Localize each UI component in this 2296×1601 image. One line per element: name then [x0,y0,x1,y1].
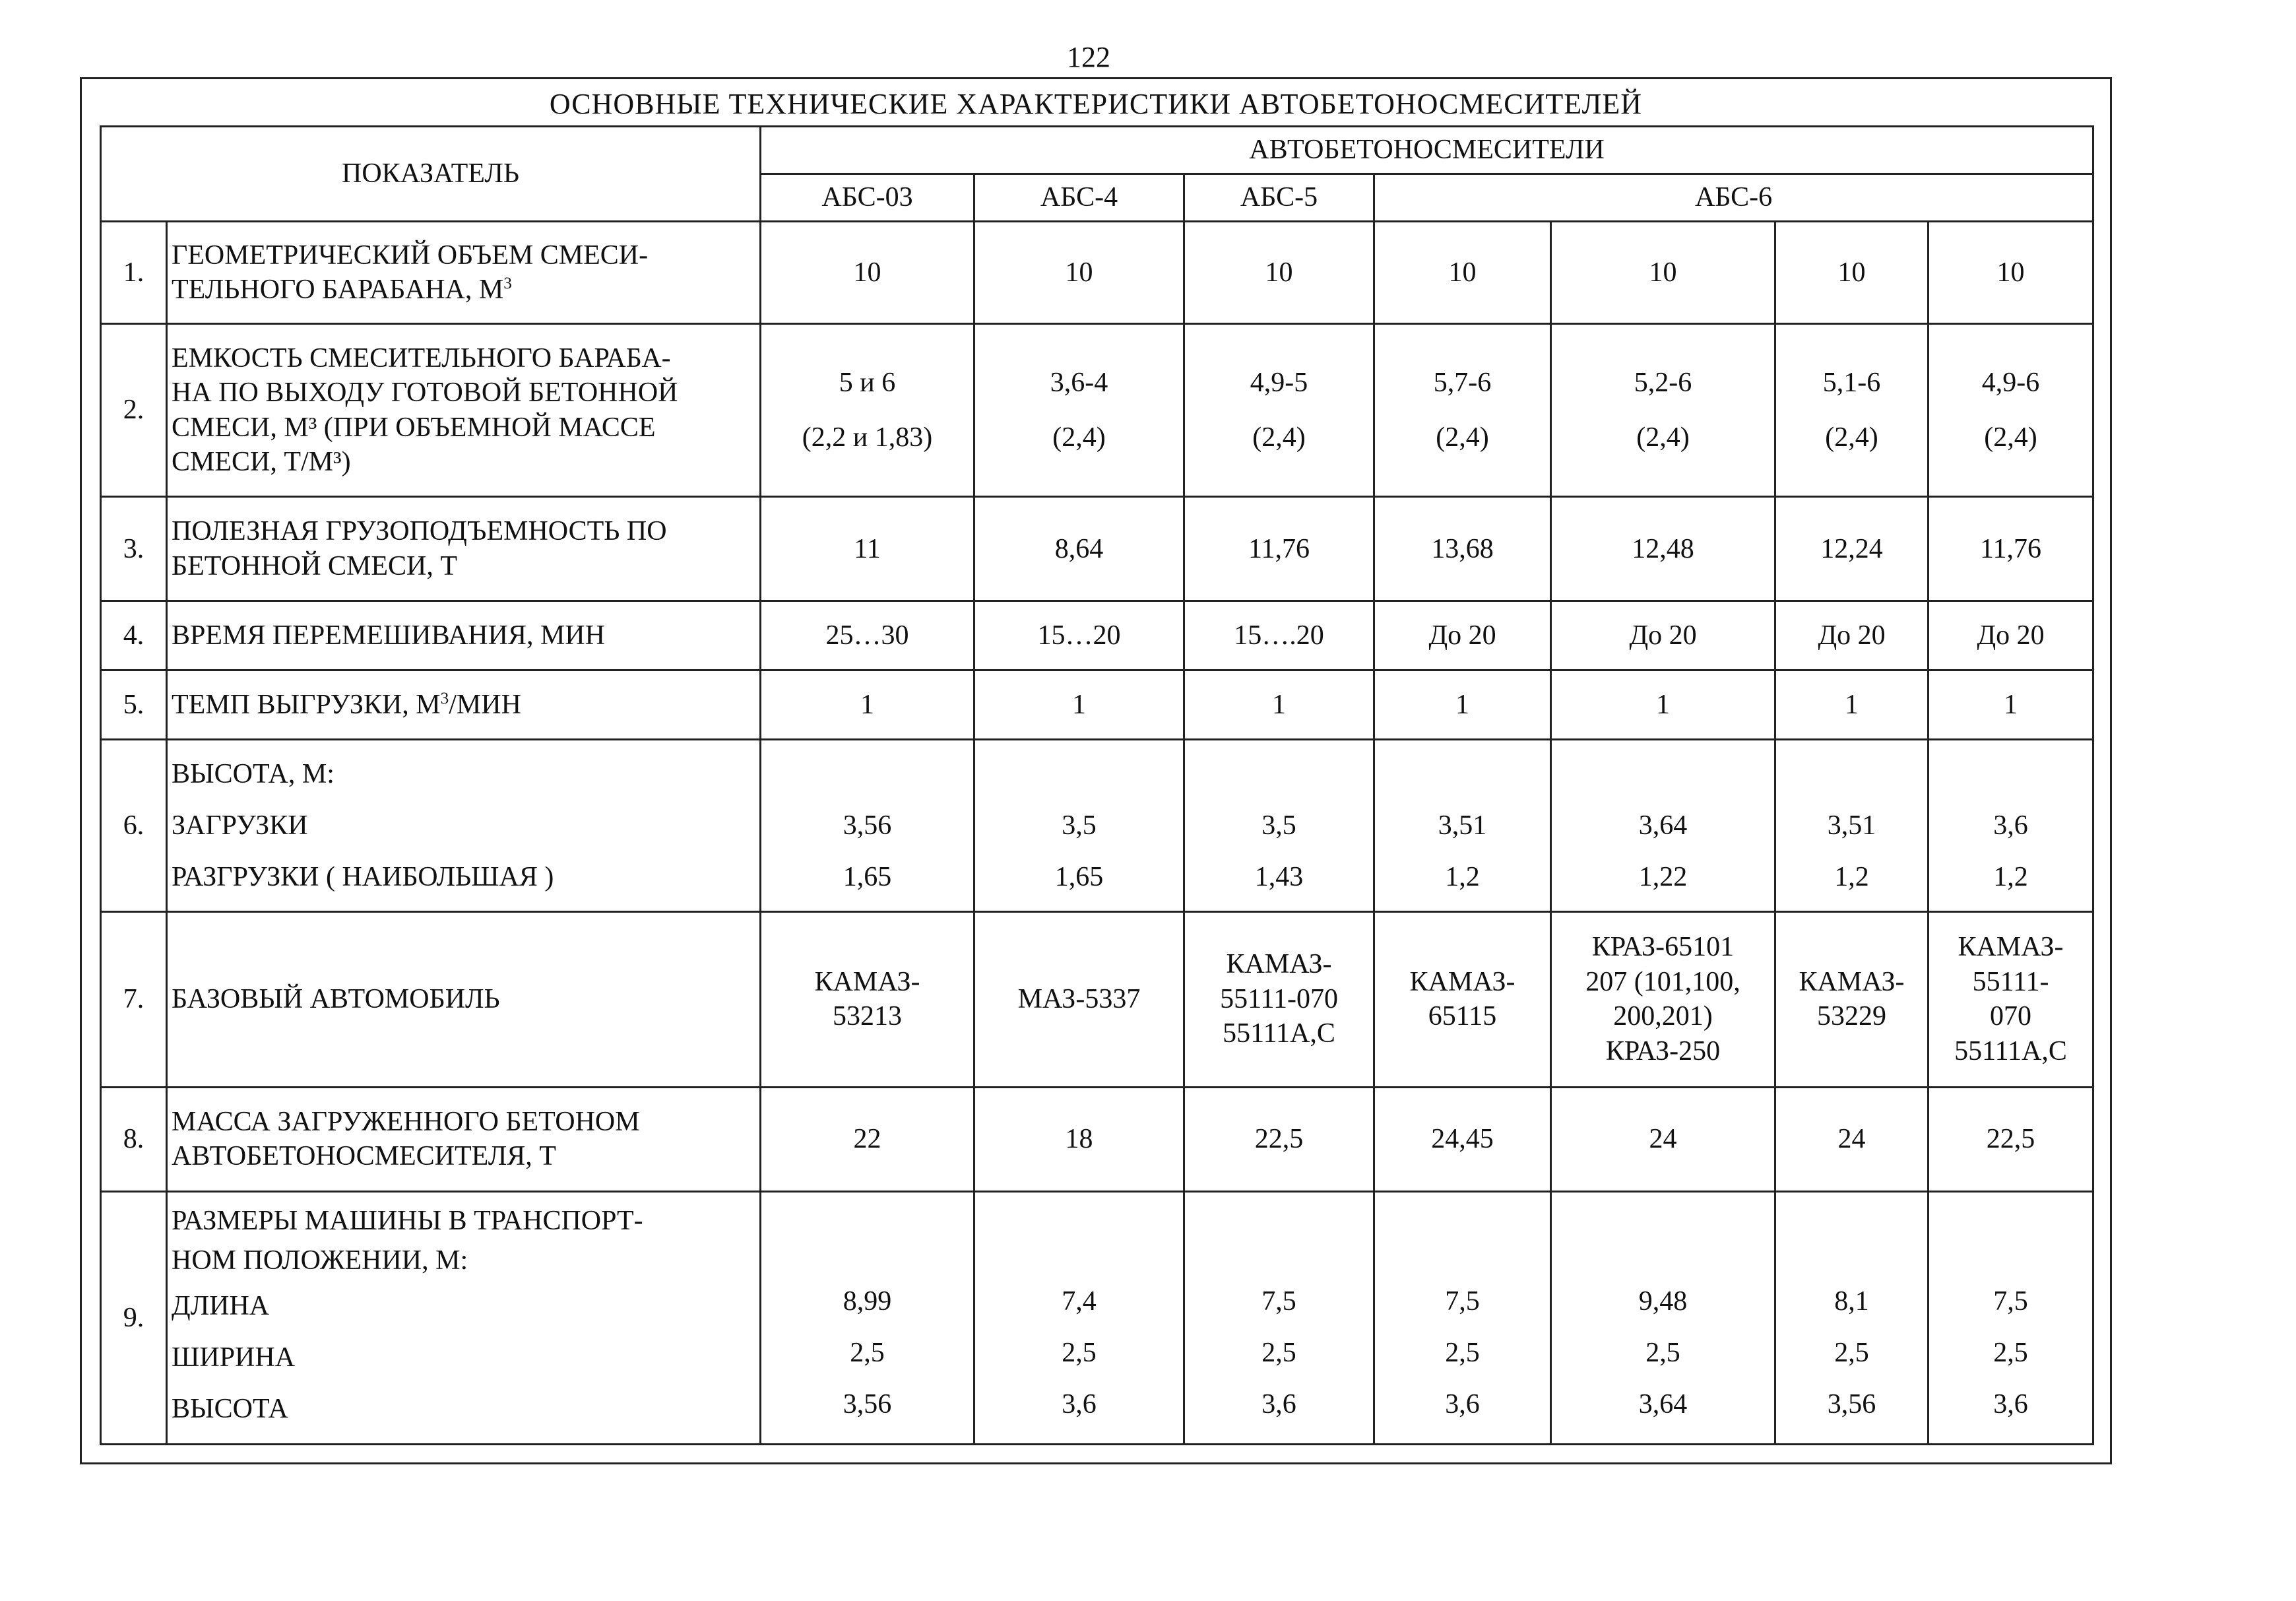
table-cell: До 20 [1775,601,1929,670]
row-label: ПОЛЕЗНАЯ ГРУЗОПОДЪЕМНОСТЬ ПО БЕТОННОЙ СМЕСИ, Т [167,497,761,601]
table-cell: 3,51 1,2 [1775,740,1929,911]
table-row [101,1191,2093,1444]
table-cell: 4,9-6 (2,4) [1929,324,2093,497]
table-cell: До 20 [1551,601,1775,670]
table-cell: 10 [761,222,974,324]
row-number: 1. [101,222,167,324]
row-number: 9. [101,1191,167,1444]
table-cell: 11,76 [1929,497,2093,601]
table-cell: КАМАЗ- 65115 [1374,911,1551,1087]
table-cell: До 20 [1374,601,1551,670]
table-cell: 22,5 [1184,1087,1374,1191]
table-cell: КРАЗ-65101 207 (101,100, 200,201) КРАЗ-250 [1551,911,1775,1087]
table-cell: 3,51 1,2 [1374,740,1551,911]
row-label: ВРЕМЯ ПЕРЕМЕШИВАНИЯ, МИН [167,601,761,670]
table-cell: 3,6-4 (2,4) [974,324,1184,497]
table-row [101,601,2093,670]
table-cell: 1 [761,670,974,740]
row-label: ТЕМП ВЫГРУЗКИ, $М^3$/МИН [167,670,761,740]
table-cell: 9,48 2,5 3,64 [1551,1191,1775,1444]
table-cell: 10 [1551,222,1775,324]
table-cell: 8,99 2,5 3,56 [761,1191,974,1444]
table-cell: 11 [761,497,974,601]
table-cell: 10 [1929,222,2093,324]
row-number: 6. [101,740,167,911]
model-header: АБС-03 [761,174,974,222]
table-cell: 25…30 [761,601,974,670]
table-cell: 7,5 2,5 3,6 [1374,1191,1551,1444]
table-cell: 11,76 [1184,497,1374,601]
row-label: РАЗМЕРЫ МАШИНЫ В ТРАНСПОРТ- НОМ ПОЛОЖЕНИИ, М: ДЛИНА ШИРИНА ВЫСОТА [167,1191,761,1444]
table-row [101,911,2093,1087]
table-cell: 1 [1551,670,1775,740]
table-cell: КАМАЗ- 53229 [1775,911,1929,1087]
table-cell: 1 [1775,670,1929,740]
table-cell: 8,64 [974,497,1184,601]
table-cell: 3,64 1,22 [1551,740,1775,911]
table-cell: 24,45 [1374,1087,1551,1191]
table-cell: 10 [1775,222,1929,324]
table-cell: 10 [1374,222,1551,324]
table-cell: 10 [974,222,1184,324]
page-number: 122 [1067,41,1110,73]
table-cell: 18 [974,1087,1184,1191]
spec-table [100,125,2094,1445]
table-cell: 22 [761,1087,974,1191]
table-cell: 1 [1929,670,2093,740]
row-number: 3. [101,497,167,601]
row-label: МАССА ЗАГРУЖЕННОГО БЕТОНОМ АВТОБЕТОНОСМЕСИТЕЛЯ, Т [167,1087,761,1191]
row-label: ВЫСОТА, М: ЗАГРУЗКИ РАЗГРУЗКИ ( НАИБОЛЬШАЯ ) [167,740,761,911]
table-cell: 8,1 2,5 3,56 [1775,1191,1929,1444]
table-cell: 5,2-6 (2,4) [1551,324,1775,497]
table-cell: МАЗ-5337 [974,911,1184,1087]
table-row [101,670,2093,740]
row-label: ГЕОМЕТРИЧЕСКИЙ ОБЪЕМ СМЕСИ- ТЕЛЬНОГО БАРАБАНА, $М^3$ [167,222,761,324]
table-row [101,324,2093,497]
table-cell: 1 [1374,670,1551,740]
table-cell: 12,24 [1775,497,1929,601]
table-cell: 24 [1775,1087,1929,1191]
table-cell: 5,1-6 (2,4) [1775,324,1929,497]
table-cell: 22,5 [1929,1087,2093,1191]
row-label: БАЗОВЫЙ АВТОМОБИЛЬ [167,911,761,1087]
table-cell: 1 [974,670,1184,740]
table-cell: 1 [1184,670,1374,740]
table-cell: 7,4 2,5 3,6 [974,1191,1184,1444]
table-cell: 4,9-5 (2,4) [1184,324,1374,497]
table-cell: 3,5 1,43 [1184,740,1374,911]
table-cell: 3,6 1,2 [1929,740,2093,911]
table-row [101,1087,2093,1191]
table-cell: 7,5 2,5 3,6 [1929,1191,2093,1444]
row-number: 8. [101,1087,167,1191]
header-row-1 [101,127,2093,174]
model-header: АБС-6 [1374,174,2093,222]
table-cell: 12,48 [1551,497,1775,601]
group-header: АВТОБЕТОНОСМЕСИТЕЛИ [761,127,2093,174]
table-cell: 7,5 2,5 3,6 [1184,1191,1374,1444]
table-cell: КАМАЗ- 55111- 070 55111А,С [1929,911,2093,1087]
row-label: ЕМКОСТЬ СМЕСИТЕЛЬНОГО БАРАБА- НА ПО ВЫХОДУ ГОТОВОЙ БЕТОННОЙ СМЕСИ, М³ (ПРИ ОБЪЕМНОЙ МАССЕ СМЕСИ, Т/М³) [167,324,761,497]
row-number: 5. [101,670,167,740]
table-cell: 15….20 [1184,601,1374,670]
table-cell: 5 и 6 (2,2 и 1,83) [761,324,974,497]
row-number: 4. [101,601,167,670]
table-cell: До 20 [1929,601,2093,670]
table-cell: 3,56 1,65 [761,740,974,911]
document-title: ОСНОВНЫЕ ТЕХНИЧЕСКИЕ ХАРАКТЕРИСТИКИ АВТОБЕТОНОСМЕСИТЕЛЕЙ [549,88,1643,120]
indicator-header: ПОКАЗАТЕЛЬ [101,127,761,222]
table-cell: 3,5 1,65 [974,740,1184,911]
table-cell: 24 [1551,1087,1775,1191]
table-cell: 15…20 [974,601,1184,670]
table-row [101,740,2093,911]
spec-frame [80,77,2112,1464]
row-number: 7. [101,911,167,1087]
table-cell: 5,7-6 (2,4) [1374,324,1551,497]
table-cell: 10 [1184,222,1374,324]
table-row [101,497,2093,601]
table-cell: КАМАЗ- 55111-070 55111А,С [1184,911,1374,1087]
table-cell: 13,68 [1374,497,1551,601]
model-header: АБС-4 [974,174,1184,222]
model-header: АБС-5 [1184,174,1374,222]
table-cell: КАМАЗ- 53213 [761,911,974,1087]
row-number: 2. [101,324,167,497]
table-row [101,222,2093,324]
